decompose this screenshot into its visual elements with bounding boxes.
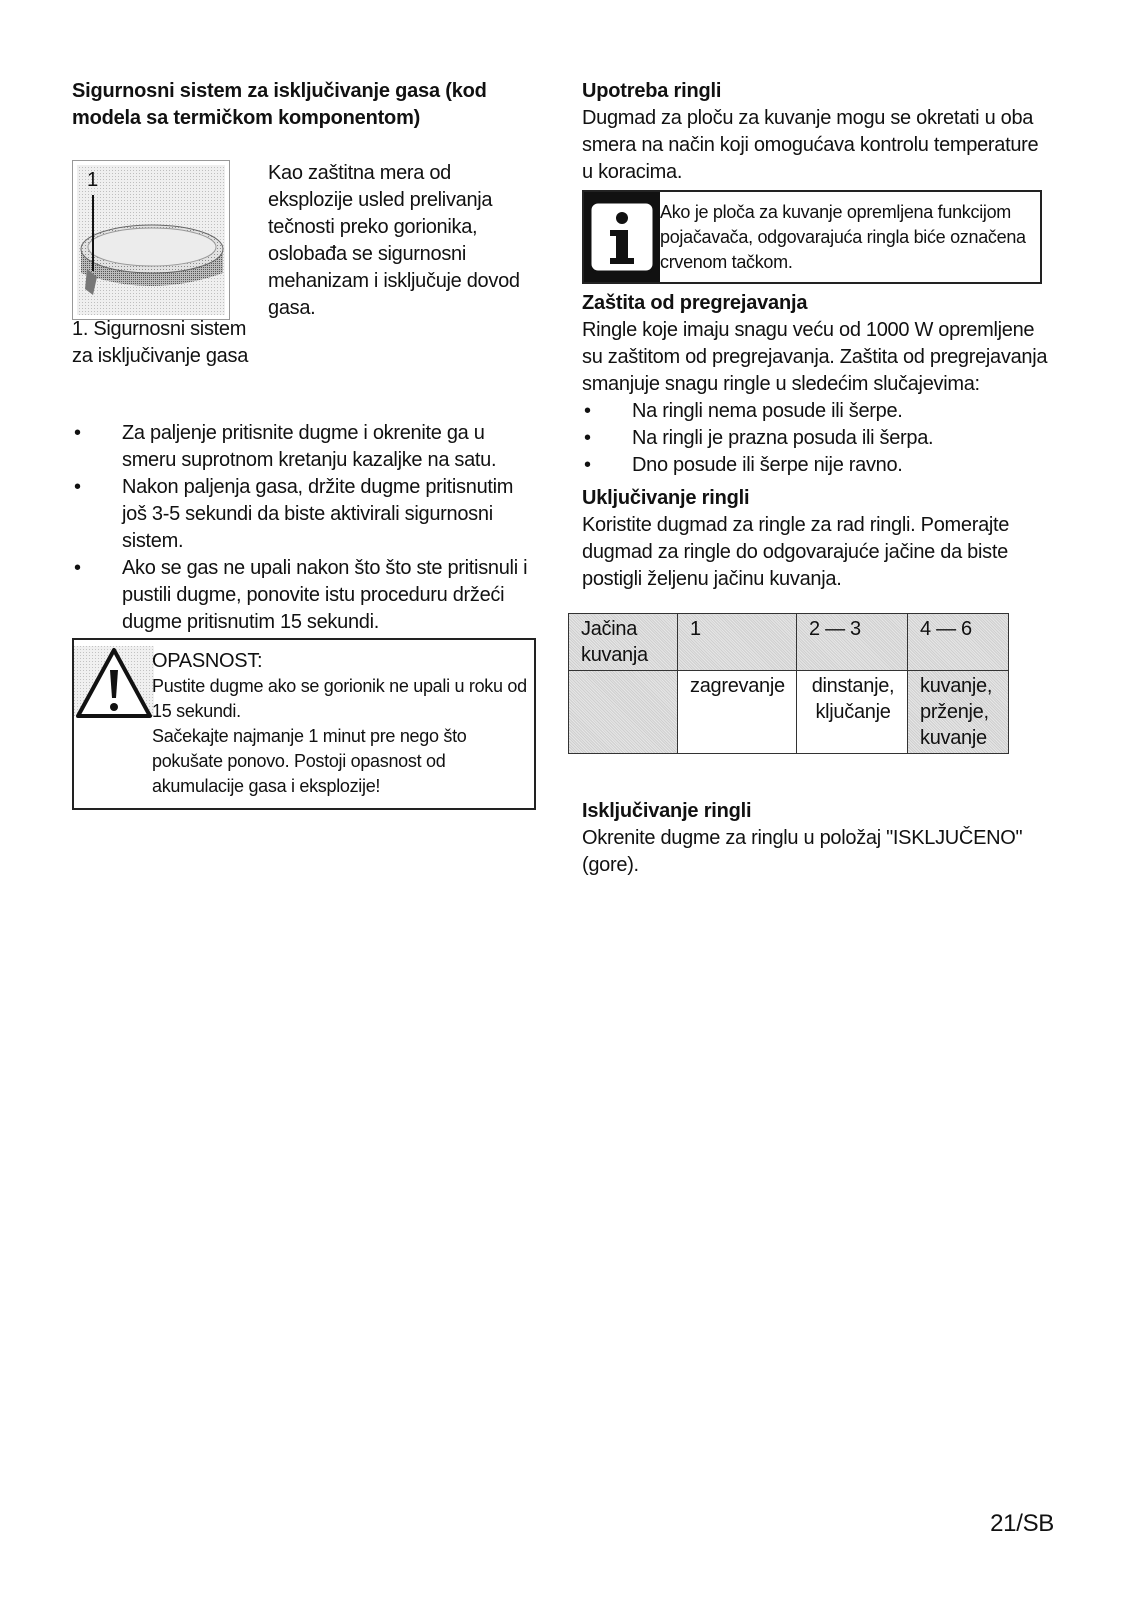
page-number: 21/SB: [990, 1510, 1054, 1537]
table-header-cell: 1: [678, 614, 797, 671]
switch-off-section: [582, 798, 1054, 879]
list-item-text: Na ringli je prazna posuda ili šerpa.: [632, 427, 934, 449]
safety-heading: Sigurnosni sistem za isključivanje gasa (kod modela sa termičkom komponentom): [72, 80, 487, 129]
table-cell: zagrevanje: [678, 671, 797, 754]
figure-description: Kao zaštitna mera od eksplozije usled prelivanja tečnosti preko gorionika, oslobađa se sigurnosni mehanizam i isključuje dovod gasa.: [268, 162, 520, 319]
burner-figure: [72, 160, 540, 420]
list-item: • Nakon paljenja gasa, držite dugme pritisnutim još 3-5 sekundi da biste aktivirali sigurnosni sistem.: [74, 476, 514, 552]
warning-line: Pustite dugme ako se gorionik ne upali u roku od 15 sekundi.: [152, 676, 527, 721]
overheat-section: [582, 290, 1054, 479]
switch-on-heading: Uključivanje ringli: [582, 487, 750, 509]
left-column: [72, 78, 540, 810]
figure-caption: 1. Sigurnosni sistem za isključivanje gasa: [72, 318, 249, 367]
list-item-text: Dno posude ili šerpe nije ravno.: [632, 454, 903, 476]
table-cell: dinstanje, ključanje: [797, 671, 908, 754]
list-item-text: Za paljenje pritisnite dugme i okrenite ga u smeru suprotnom kretanju kazaljke na satu.: [122, 422, 497, 471]
list-item: • Dno posude ili šerpe nije ravno.: [584, 454, 903, 476]
usage-text: Dugmad za ploču za kuvanje mogu se okretati u oba smera na način koji omogućava kontrolu temperature u koracima.: [582, 107, 1039, 183]
burner-image: [72, 160, 230, 320]
cooking-level-table: [568, 613, 1009, 754]
table-header-cell: 2 — 3: [797, 614, 908, 671]
list-item: • Ako se gas ne upali nakon što što ste pritisnuli i pustili dugme, ponovite istu proceduru držeći dugme pritisnutim 15 sekundi.: [74, 557, 528, 633]
overheat-text: Ringle koje imaju snagu veću od 1000 W opremljene su zaštitom od pregrejavanja. Zaštita od pregrejavanja smanjuje snagu ringle u sledećim slučajevima:: [582, 319, 1048, 395]
list-item-text: Nakon paljenja gasa, držite dugme pritisnutim još 3-5 sekundi da biste aktivirali sigurnosni sistem.: [122, 476, 514, 552]
usage-heading: Upotreba ringli: [582, 80, 722, 102]
table-header-cell: 4 — 6: [908, 614, 1009, 671]
list-item-text: Na ringli nema posude ili šerpe.: [632, 400, 903, 422]
figure-label: 1: [87, 169, 99, 191]
info-icon: [584, 192, 660, 282]
list-item: • Za paljenje pritisnite dugme i okrenite ga u smeru suprotnom kretanju kazaljke na satu.: [74, 422, 497, 471]
info-note-box: [582, 190, 1042, 284]
overheat-list: [582, 398, 1054, 479]
list-item-text: Ako se gas ne upali nakon što što ste pritisnuli i pustili dugme, ponovite istu proceduru držeći dugme pritisnutim 15 sekundi.: [122, 557, 528, 633]
switch-off-text: Okrenite dugme za ringlu u položaj "ISKLJUČENO" (gore).: [582, 827, 1023, 876]
list-item: • Na ringli je prazna posuda ili šerpa.: [584, 427, 934, 449]
table-header-cell: Jačina kuvanja: [569, 614, 678, 671]
table-cell: [569, 671, 678, 754]
table-header-row: [569, 614, 1009, 671]
switch-off-heading: Isključivanje ringli: [582, 800, 752, 822]
warning-body: [152, 674, 534, 799]
ignition-steps-list: [72, 420, 540, 636]
warning-triangle-icon: [74, 646, 154, 726]
danger-warning-box: [72, 638, 536, 810]
table-row: [569, 671, 1009, 754]
switch-on-section: [582, 485, 1054, 593]
warning-line: Sačekajte najmanje 1 minut pre nego što pokušate ponovo. Postoji opasnost od akumulacije gasa i eksplozije!: [152, 726, 467, 796]
warning-title: OPASNOST:: [152, 650, 263, 672]
right-column: [582, 78, 1054, 879]
table-cell: kuvanje, prženje, kuvanje: [908, 671, 1009, 754]
overheat-heading: Zaštita od pregrejavanja: [582, 292, 808, 314]
info-text: Ako je ploča za kuvanje opremljena funkcijom pojačavača, odgovarajuća ringla biće označena crvenom tačkom.: [660, 202, 1026, 272]
switch-on-text: Koristite dugmad za ringle za rad ringli. Pomerajte dugmad za ringle do odgovarajuće jačine da biste postigli željenu jačinu kuvanja.: [582, 514, 1010, 590]
list-item: • Na ringli nema posude ili šerpe.: [584, 400, 903, 422]
